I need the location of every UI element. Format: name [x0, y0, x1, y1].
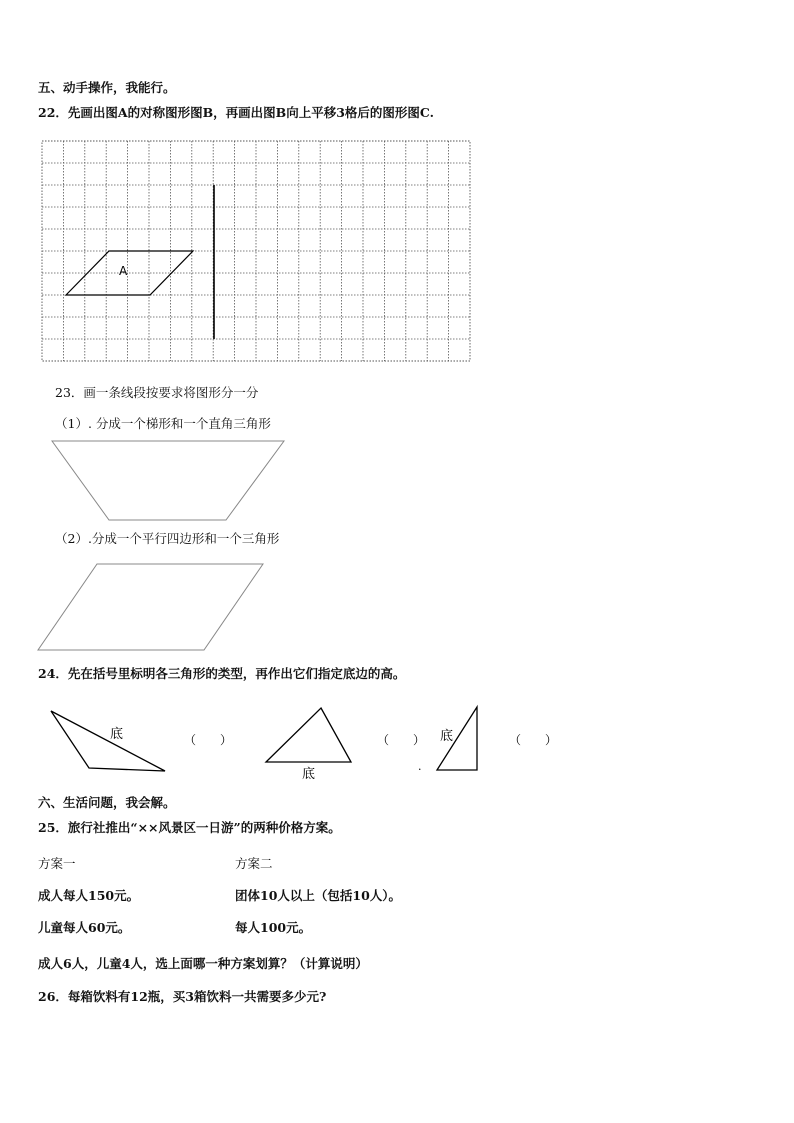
shape-a-label: A	[119, 264, 128, 278]
section-five-title: 五、动手操作，我能行。	[38, 80, 176, 95]
plan-one-line1: 成人每人150元。	[38, 888, 140, 903]
plan-two-line2: 每人100元。	[235, 920, 312, 935]
triangle-obtuse	[51, 711, 165, 771]
trapezoid-figure	[52, 441, 284, 520]
triangle2-base-label: 底	[302, 767, 316, 782]
plan-one-line2: 儿童每人60元。	[38, 920, 131, 935]
triangle3-base-label: 底	[440, 729, 454, 744]
plan-two-line1: 团体10人以上（包括10人）。	[235, 888, 402, 903]
plan-two-title: 方案二	[235, 856, 273, 871]
plan-one-title: 方案一	[38, 856, 76, 871]
dotted-grid	[42, 141, 470, 361]
question-25-text: 25．旅行社推出“××风景区一日游”的两种价格方案。	[38, 820, 341, 835]
question-25-ask: 成人6人，儿童4人，选上面哪一种方案划算？（计算说明）	[38, 956, 368, 971]
answer-bracket-1[interactable]: （ ）	[184, 733, 233, 747]
question-22-text: 22．先画出图A的对称图形图B，再画出图B向上平移3格后的图形图C.	[38, 105, 435, 120]
question-23-text: 23．画一条线段按要求将图形分一分	[55, 385, 259, 400]
answer-bracket-2[interactable]: （ ）	[377, 733, 426, 747]
answer-bracket-3[interactable]: （ ）	[509, 733, 558, 747]
question-23-part1: （1）. 分成一个梯形和一个直角三角形	[55, 416, 271, 431]
question-23-part2: （2）.分成一个平行四边形和一个三角形	[55, 531, 280, 546]
question-26-text: 26．每箱饮料有12瓶，买3箱饮料一共需要多少元?	[38, 989, 327, 1004]
stray-dot: .	[418, 760, 422, 773]
triangle1-base-label: 底	[110, 727, 124, 742]
parallelogram-figure	[38, 564, 263, 650]
question-24-text: 24．先在括号里标明各三角形的类型，再作出它们指定底边的高。	[38, 666, 406, 681]
triangle-acute	[266, 708, 351, 762]
section-six-title: 六、生活问题，我会解。	[38, 795, 176, 810]
